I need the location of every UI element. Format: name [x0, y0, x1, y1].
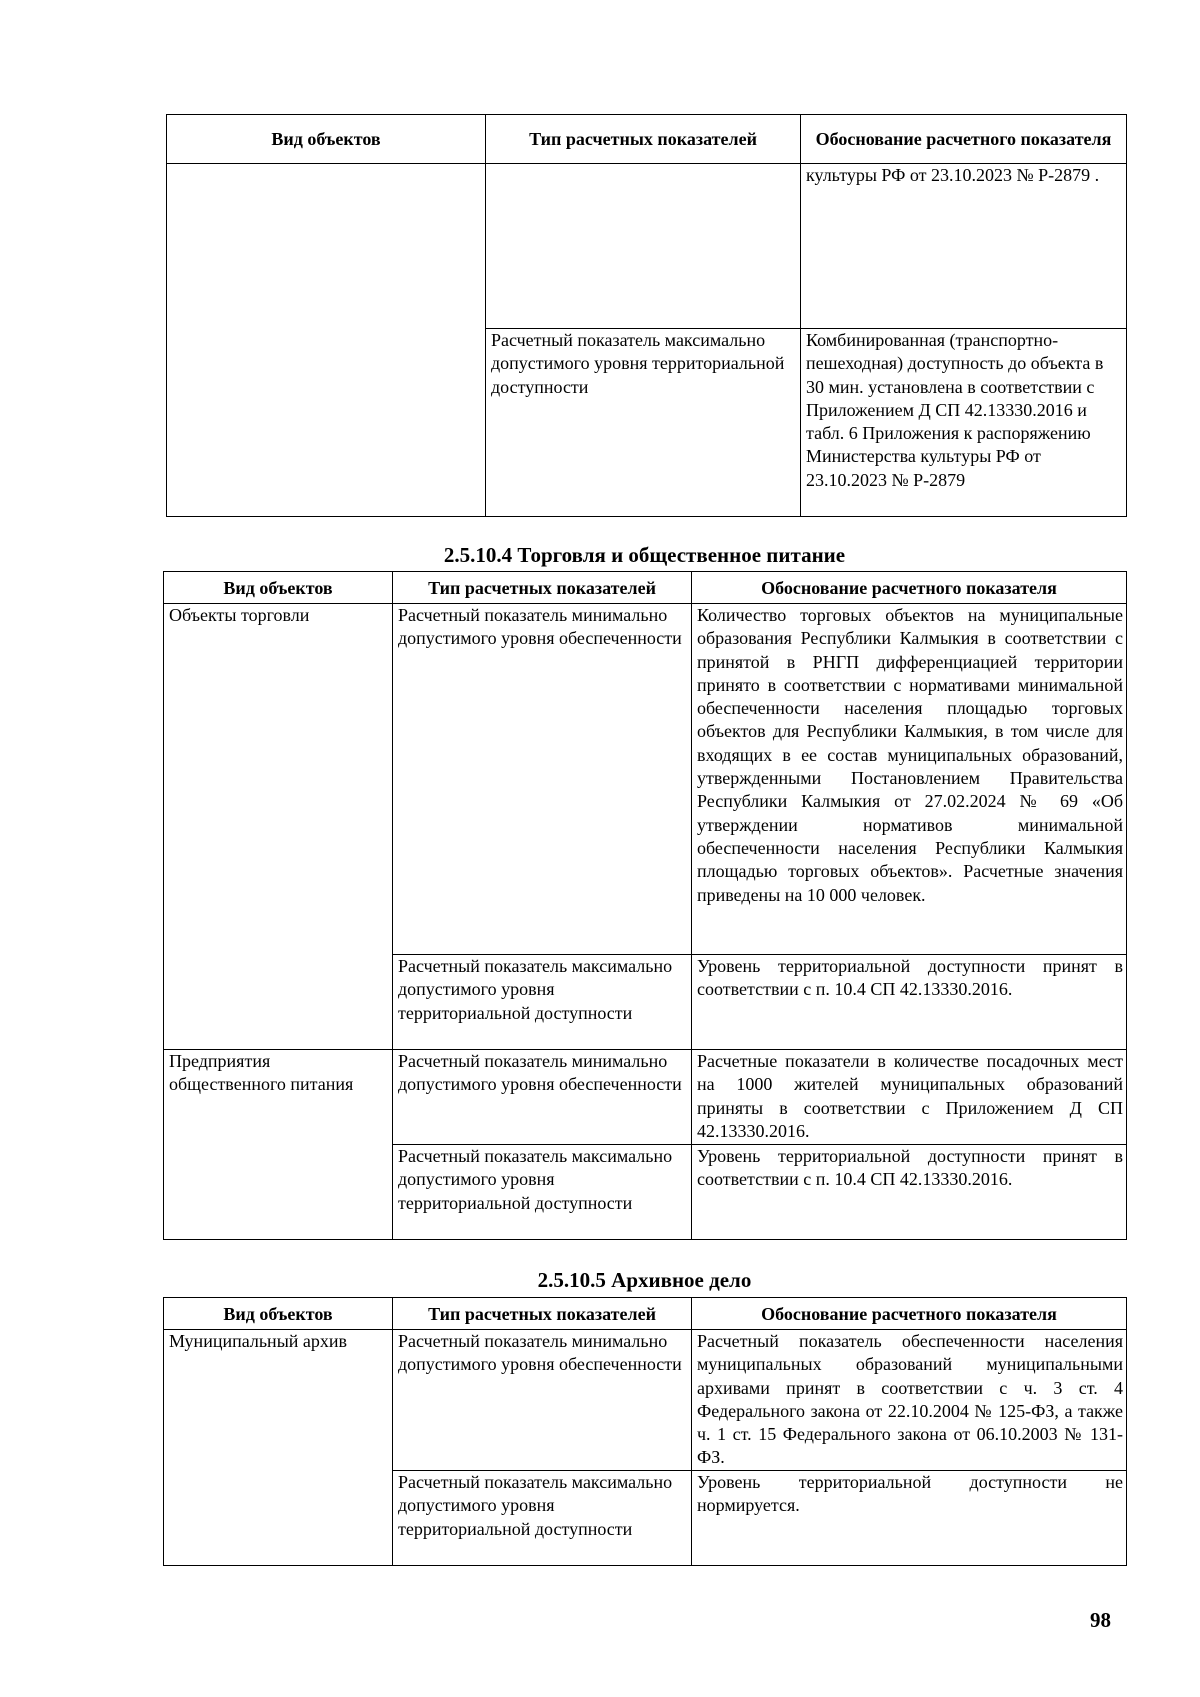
basis-cell: Количество торговых объектов на муниципальные образования Республики Калмыкия в соответствии с принятой в РНГП дифференциацией территории принято в соответствии с нормативами минимальной обеспеченности населения площадью торговых объектов для Республики Калмыкия, в том числе для входящих в ее состав муниципальных образований, утвержденными Постановлением Правительства Республики Калмыкия от 27.02.2024 № 69 «Об утверждении нормативов минимальной обеспеченности населения Республики Калмыкия площадью торговых объектов». Расчетные значения приведены на 10 000 человек. — [692, 604, 1127, 955]
header-object-type: Вид объектов — [164, 1298, 393, 1330]
section-title-trade: 2.5.10.4 Торговля и общественное питание — [443, 543, 846, 567]
basis-cell: Расчетный показатель обеспеченности населения муниципальных образований муниципальными архивами принят в соответствии с ч. 3 ст. 4 Федерального закона от 22.10.2004 № 125-ФЗ, а также ч. 1 ст. 15 Федерального закона от 06.10.2003 № 131-ФЗ. — [692, 1330, 1127, 1471]
continuation-table — [166, 114, 1127, 517]
section-title-archive: 2.5.10.5 Архивное дело — [537, 1268, 752, 1292]
header-indicator-type: Тип расчетных показателей — [393, 1298, 692, 1330]
header-object-type: Вид объектов — [167, 115, 486, 164]
basis-cell: Расчетные показатели в количестве посадочных мест на 1000 жителей муниципальных образований приняты в соответствии с Приложением Д СП 42.13330.2016. — [692, 1050, 1127, 1145]
type-cell: Расчетный показатель минимально допустимого уровня обеспеченности — [393, 604, 692, 955]
basis-cell: Комбинированная (транспортно-пешеходная) доступность до объекта в 30 мин. установлена в соответствии с Приложением Д СП 42.13330.2016 и табл. 6 Приложения к распоряжению Министерства культуры РФ от 23.10.2023 № Р-2879 — [801, 329, 1127, 517]
type-cell: Расчетный показатель максимально допустимого уровня территориальной доступности — [393, 1471, 692, 1566]
object-cell: Предприятия общественного питания — [164, 1050, 393, 1240]
header-object-type: Вид объектов — [164, 572, 393, 604]
basis-cell: Уровень территориальной доступности принят в соответствии с п. 10.4 СП 42.13330.2016. — [692, 955, 1127, 1050]
table-header-row — [164, 572, 1127, 604]
header-indicator-type: Тип расчетных показателей — [393, 572, 692, 604]
page-number: 98 — [1090, 1608, 1111, 1632]
type-cell: Расчетный показатель максимально допустимого уровня территориальной доступности — [393, 1145, 692, 1240]
table-row — [164, 1330, 1127, 1471]
table-row — [164, 604, 1127, 955]
trade-table — [163, 571, 1127, 1240]
header-indicator-basis: Обоснование расчетного показателя — [692, 1298, 1127, 1330]
table-header-row — [164, 1298, 1127, 1330]
type-cell: Расчетный показатель максимально допустимого уровня территориальной доступности — [393, 955, 692, 1050]
header-indicator-basis: Обоснование расчетного показателя — [801, 115, 1127, 164]
type-cell — [486, 164, 801, 329]
basis-cell: Уровень территориальной доступности не нормируется. — [692, 1471, 1127, 1566]
type-cell: Расчетный показатель минимально допустимого уровня обеспеченности — [393, 1050, 692, 1145]
basis-cell: культуры РФ от 23.10.2023 № Р-2879 . — [801, 164, 1127, 329]
archive-table — [163, 1297, 1127, 1566]
object-cell: Объекты торговли — [164, 604, 393, 1050]
type-cell: Расчетный показатель максимально допустимого уровня территориальной доступности — [486, 329, 801, 517]
object-cell — [167, 164, 486, 517]
header-indicator-type: Тип расчетных показателей — [486, 115, 801, 164]
table-row — [164, 1050, 1127, 1145]
basis-cell: Уровень территориальной доступности принят в соответствии с п. 10.4 СП 42.13330.2016. — [692, 1145, 1127, 1240]
table-row — [167, 164, 1127, 329]
type-cell: Расчетный показатель минимально допустимого уровня обеспеченности — [393, 1330, 692, 1471]
table-header-row — [167, 115, 1127, 164]
object-cell: Муниципальный архив — [164, 1330, 393, 1566]
header-indicator-basis: Обоснование расчетного показателя — [692, 572, 1127, 604]
